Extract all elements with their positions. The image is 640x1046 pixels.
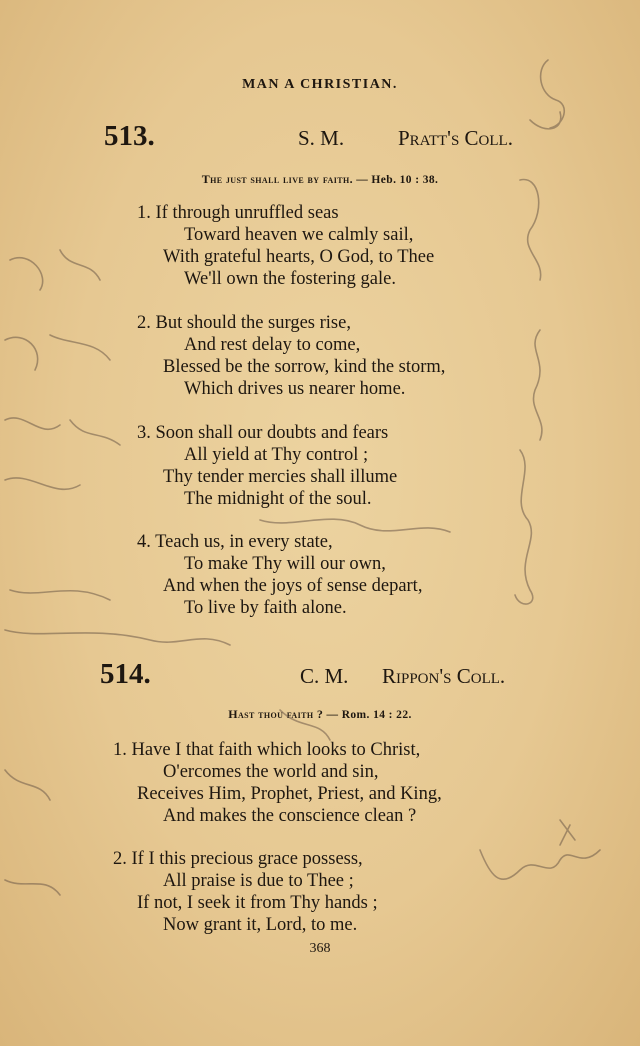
verse-line: Receives Him, Prophet, Priest, and King, bbox=[137, 784, 442, 804]
verse-line: If not, I seek it from Thy hands ; bbox=[137, 893, 378, 913]
verse-number: 2. bbox=[137, 313, 151, 333]
verse-number: 1. bbox=[137, 203, 151, 223]
scripture-reference: — Heb. 10 : 38. bbox=[356, 174, 439, 186]
hymn-collection: Rippon's Coll. bbox=[382, 664, 506, 688]
verse-line: Toward heaven we calmly sail, bbox=[184, 225, 414, 245]
verse-line: To live by faith alone. bbox=[184, 598, 347, 618]
verse-line: To make Thy will our own, bbox=[184, 554, 386, 574]
scripture-reference: — Rom. 14 : 22. bbox=[326, 709, 412, 721]
verse-line: All praise is due to Thee ; bbox=[163, 871, 354, 891]
verse-line: And rest delay to come, bbox=[184, 335, 361, 355]
verse-line: And makes the conscience clean ? bbox=[163, 806, 417, 826]
hymn-meter: C. M. bbox=[300, 664, 349, 688]
hymn-513-header bbox=[0, 120, 640, 156]
running-head: MAN A CHRISTIAN. bbox=[242, 77, 398, 92]
verse-line: And when the joys of sense depart, bbox=[163, 576, 423, 596]
hymn-number: 513. bbox=[104, 120, 155, 152]
verse-line: We'll own the fostering gale. bbox=[184, 269, 396, 289]
hymn-514-header bbox=[0, 658, 640, 694]
verse-line: Now grant it, Lord, to me. bbox=[163, 915, 358, 935]
verse-line: Teach us, in every state, bbox=[155, 532, 333, 552]
subtitle-text: The just shall live by faith. bbox=[201, 172, 353, 186]
verse-line: O'ercomes the world and sin, bbox=[163, 762, 379, 782]
verse-line: Thy tender mercies shall illume bbox=[163, 467, 398, 487]
verse-line: Have I that faith which looks to Christ, bbox=[131, 740, 421, 760]
verse-line: The midnight of the soul. bbox=[184, 489, 372, 509]
verse-number: 3. bbox=[137, 423, 151, 443]
verse-line: If through unruffled seas bbox=[155, 203, 339, 223]
verse-line: Which drives us nearer home. bbox=[184, 379, 406, 399]
hymn-number: 514. bbox=[100, 658, 151, 690]
verse-line: All yield at Thy control ; bbox=[184, 445, 369, 465]
hymn-meter: S. M. bbox=[298, 126, 345, 150]
subtitle-text: Hast thou faith ? bbox=[228, 707, 324, 721]
page-number: 368 bbox=[309, 941, 331, 956]
verse-line: With grateful hearts, O God, to Thee bbox=[163, 247, 435, 267]
hymn-collection: Pratt's Coll. bbox=[398, 126, 513, 150]
verse-line: If I this precious grace possess, bbox=[131, 849, 363, 869]
verse-number: 2. bbox=[113, 849, 127, 869]
hymn-513-subtitle bbox=[0, 172, 640, 187]
verse-line: Soon shall our doubts and fears bbox=[155, 423, 389, 443]
verse-line: But should the surges rise, bbox=[155, 313, 351, 333]
hymn-514-subtitle bbox=[0, 707, 640, 722]
verse-line: Blessed be the sorrow, kind the storm, bbox=[163, 357, 446, 377]
verse-number: 4. bbox=[137, 532, 151, 552]
verse-number: 1. bbox=[113, 740, 127, 760]
